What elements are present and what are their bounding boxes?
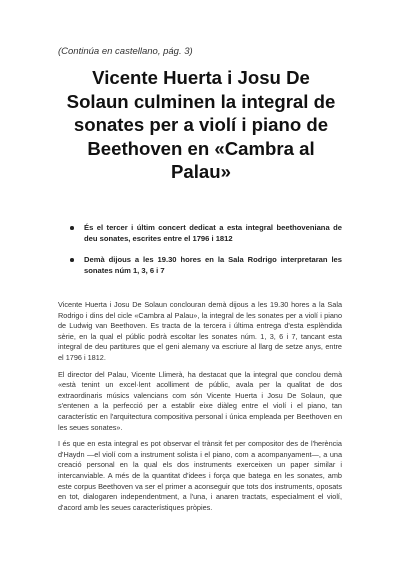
bullet-icon <box>70 258 74 262</box>
body-paragraph: I és que en esta integral es pot observar el trànsit fet per compositor des de l'herència d'Haydn —el violí com a instrument solista i el piano, com a acompanyament—, a una creació personal en la qual els dos instruments exerceixen un paper similar i intercanviable. A més de la quantitat d'idees i força que batega en les sonates, amb este corpus Beethoven va ser el primer a aconseguir que tots dos instruments, oposats en tot, dialogaren independentment, a l'una, i anaren tractats, especialment el violí, d'acord amb les seues característiques pròpies. <box>58 439 342 512</box>
highlight-text: Demà dijous a les 19.30 hores en la Sala Rodrigo interpretaran les sonates núm 1, 3, 6 i 7 <box>84 255 342 275</box>
headline: Vicente Huerta i Josu De Solaun culminen la integral de sonates per a violí i piano de Beethoven en «Cambra al Palau» <box>66 67 336 182</box>
highlight-item <box>70 222 342 244</box>
body-paragraph: El director del Palau, Vicente Llimerà, ha destacat que la integral que conclou demà «està tenint un excel·lent acolliment de públic, avala per la qualitat de dos extraordinaris músics valencians com són Vicente Huerta i Josu De Solaun, que s'entenen a la perfecció per a establir eixe diàleg entre el violí i el piano, tan característic en l'arquitectura compositiva personal i única empleada per Beethoven en les seues sonates». <box>58 369 342 432</box>
highlights-list <box>70 222 342 276</box>
language-note: (Continúa en castellano, pág. 3) <box>58 46 193 57</box>
body-paragraph: Vicente Huerta i Josu De Solaun conclouran demà dijous a les 19.30 hores a la Sala Rodrigo i dins del cicle «Cambra al Palau», la integral de les sonates per a violí i piano de Ludwig van Beethoven. Es tracta de la tercera i última entrega d'esta esplèndida sèrie, en la qual el públic podrà escoltar les sonates núm. 1, 3, 6 i 7, tancant esta integral de deu partitures que el geni alemany va escriure al llarg de setze anys, entre el 1796 i 1812. <box>58 300 342 362</box>
highlight-text: És el tercer i últim concert dedicat a esta integral beethoveniana de deu sonates, escrites entre el 1796 i 1812 <box>84 223 342 243</box>
article-body <box>58 300 342 519</box>
bullet-icon <box>70 226 74 230</box>
highlight-item <box>70 254 342 276</box>
